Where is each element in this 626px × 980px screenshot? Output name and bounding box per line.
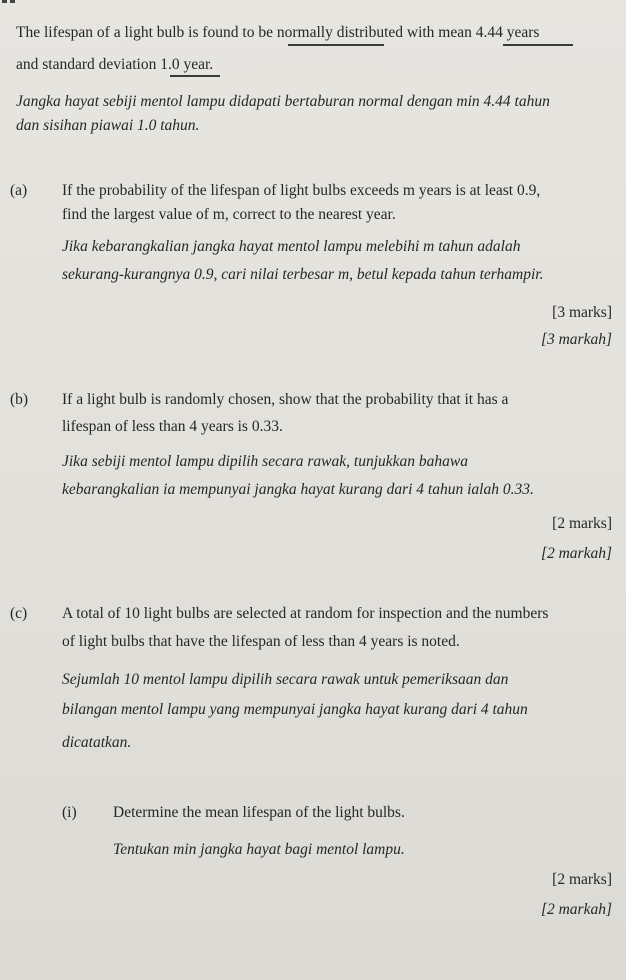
part-c-en-line2: of light bulbs that have the lifespan of less than 4 years is noted. xyxy=(62,633,460,650)
part-a-ms-line1: Jika kebarangkalian jangka hayat mentol lampu melebihi m tahun adalah xyxy=(62,238,521,255)
underline-standard-deviation xyxy=(170,75,220,77)
part-c-ms-line2: bilangan mentol lampu yang mempunyai jangka hayat kurang dari 4 tahun xyxy=(62,701,528,718)
part-c-en-line1: A total of 10 light bulbs are selected at random for inspection and the numbers xyxy=(62,605,549,622)
underline-normally-distributed xyxy=(288,44,384,46)
part-c-i-ms-line1: Tentukan min jangka hayat bagi mentol lampu. xyxy=(113,841,405,858)
part-b-ms-line1: Jika sebiji mentol lampu dipilih secara rawak, tunjukkan bahawa xyxy=(62,453,468,470)
part-c-i-marks-ms: [2 markah] xyxy=(540,901,612,918)
underline-mean xyxy=(503,44,573,46)
intro-ms-line1: Jangka hayat sebiji mentol lampu didapati bertaburan normal dengan min 4.44 tahun xyxy=(16,93,550,110)
part-b-en-line1: If a light bulb is randomly chosen, show that the probability that it has a xyxy=(62,391,509,408)
part-c-i-en-line1: Determine the mean lifespan of the light bulbs. xyxy=(113,804,405,821)
part-a-en-line2: find the largest value of m, correct to the nearest year. xyxy=(62,206,396,223)
scan-mark xyxy=(10,0,15,3)
intro-ms-line2: dan sisihan piawai 1.0 tahun. xyxy=(16,117,200,134)
scan-mark xyxy=(2,0,7,3)
part-b-marks-en: [2 marks] xyxy=(552,515,612,532)
part-a-marks-en: [3 marks] xyxy=(552,304,612,321)
intro-en-line2: and standard deviation 1.0 year. xyxy=(16,56,214,73)
part-c-ms-line1: Sejumlah 10 mentol lampu dipilih secara rawak untuk pemeriksaan dan xyxy=(62,671,509,688)
part-a-ms-line2: sekurang-kurangnya 0.9, cari nilai terbesar m, betul kepada tahun terhampir. xyxy=(62,266,544,283)
part-a-label: (a) xyxy=(10,182,28,199)
part-c-i-marks-en: [2 marks] xyxy=(552,871,612,888)
intro-en-line1: The lifespan of a light bulb is found to be normally distributed with mean 4.44 years xyxy=(16,24,540,41)
part-b-en-line2: lifespan of less than 4 years is 0.33. xyxy=(62,418,283,435)
part-a-en-line1: If the probability of the lifespan of light bulbs exceeds m years is at least 0.9, xyxy=(62,182,541,199)
part-b-marks-ms: [2 markah] xyxy=(540,545,612,562)
part-a-marks-ms: [3 markah] xyxy=(540,331,612,348)
part-c-i-label: (i) xyxy=(62,804,77,821)
part-c-label: (c) xyxy=(10,605,28,622)
part-b-ms-line2: kebarangkalian ia mempunyai jangka hayat kurang dari 4 tahun ialah 0.33. xyxy=(62,481,534,498)
part-b-label: (b) xyxy=(10,391,29,408)
part-c-ms-line3: dicatatkan. xyxy=(62,734,132,751)
